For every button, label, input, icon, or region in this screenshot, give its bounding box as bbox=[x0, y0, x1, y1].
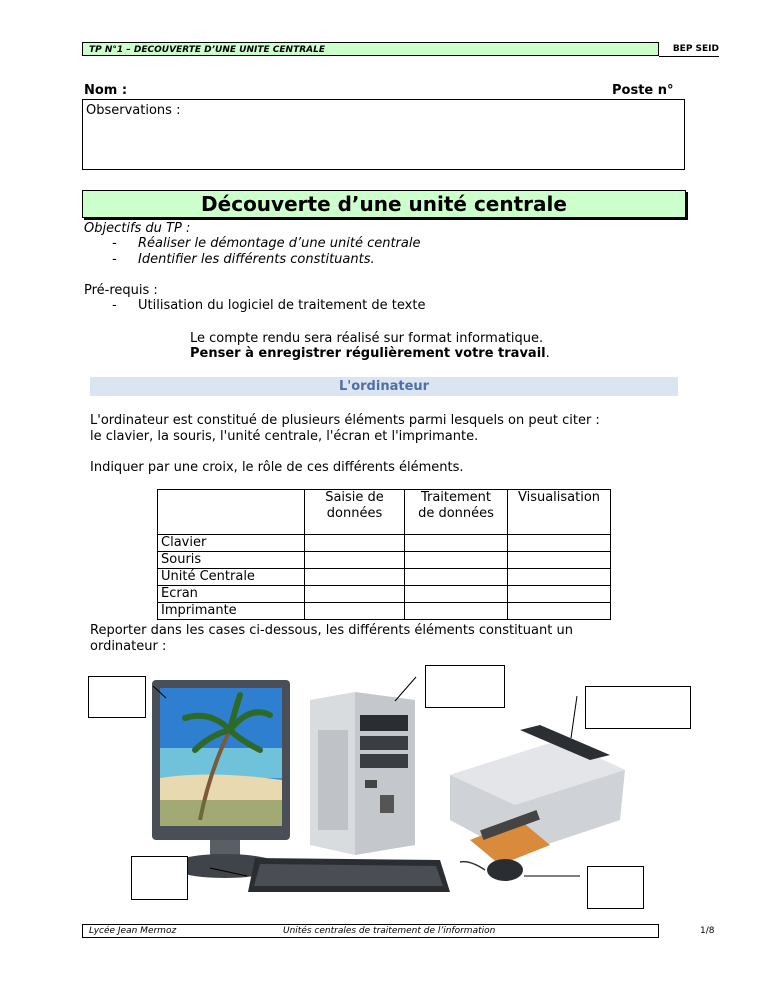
prereq-heading: Pré-requis : bbox=[84, 283, 158, 298]
name-label: Nom : bbox=[84, 83, 128, 98]
poste-label: Poste n° bbox=[612, 83, 674, 98]
header-traitement: Traitement de données bbox=[405, 490, 508, 535]
prereq-text: Utilisation du logiciel de traitement de texte bbox=[138, 298, 426, 313]
header-visualisation: Visualisation bbox=[508, 490, 611, 535]
page-number: 1/8 bbox=[700, 926, 715, 936]
header-saisie: Saisie de données bbox=[305, 490, 405, 535]
intro-line-1: L'ordinateur est constitué de plusieurs éléments parmi lesquels on peut citer : bbox=[90, 413, 600, 428]
objective-item: - Réaliser le démontage d’une unité centrale bbox=[112, 236, 421, 251]
intro-instruction: Indiquer par une croix, le rôle de ces différents éléments. bbox=[90, 460, 464, 475]
header-title: TP N°1 – DECOUVERTE D’UNE UNITE CENTRALE bbox=[82, 42, 659, 56]
objective-text: Réaliser le démontage d’une unité centrale bbox=[138, 236, 421, 251]
row-label: Ecran bbox=[158, 586, 305, 603]
footer-bar bbox=[82, 924, 659, 938]
objective-item: - Identifier les différents constituants. bbox=[112, 252, 375, 267]
report-line-2: ordinateur : bbox=[90, 639, 167, 654]
footer-center: Unités centrales de traitement de l’information bbox=[283, 926, 496, 936]
row-label: Imprimante bbox=[158, 603, 305, 620]
note-line-1: Le compte rendu sera réalisé sur format informatique. bbox=[190, 331, 544, 346]
note-end: . bbox=[545, 346, 550, 361]
main-title: Découverte d’une unité centrale bbox=[82, 190, 686, 218]
prereq-item: - Utilisation du logiciel de traitement de texte bbox=[112, 298, 426, 313]
objective-text: Identifier les différents constituants. bbox=[138, 252, 375, 267]
observations-label: Observations : bbox=[86, 103, 181, 118]
header-right: BEP SEID bbox=[659, 42, 719, 57]
note-bold: Penser à enregistrer régulièrement votre travail bbox=[190, 346, 546, 361]
objectives-heading: Objectifs du TP : bbox=[84, 221, 191, 236]
section-title: L'ordinateur bbox=[90, 377, 678, 396]
report-line-1: Reporter dans les cases ci-dessous, les différents éléments constituant un bbox=[90, 623, 573, 638]
row-label: Unité Centrale bbox=[158, 569, 305, 586]
intro-line-2: le clavier, la souris, l'unité centrale, l'écran et l'imprimante. bbox=[90, 429, 479, 444]
footer-left: Lycée Jean Mermoz bbox=[89, 926, 177, 936]
row-label: Clavier bbox=[158, 535, 305, 552]
row-label: Souris bbox=[158, 552, 305, 569]
